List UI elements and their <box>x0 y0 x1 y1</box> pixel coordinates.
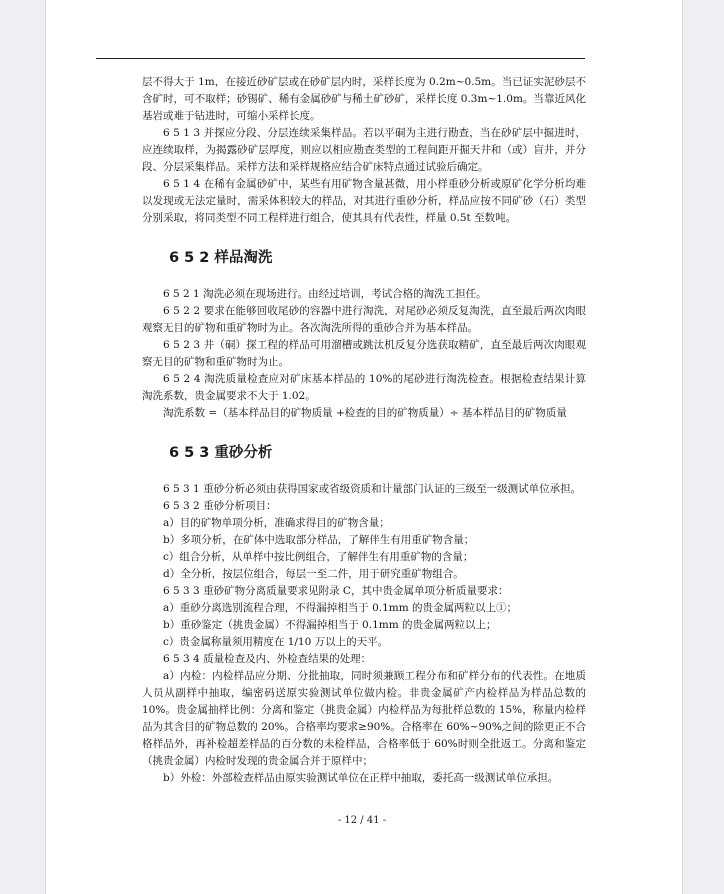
list-item: a）重砂分离选别流程合理，不得漏掉相当于 0.1mm 的贵金属两粒以上①； <box>163 602 518 614</box>
list-item: c）组合分析，从单样中按比例组合，了解伴生有用重矿物的含量； <box>163 551 474 563</box>
page-content <box>142 74 586 787</box>
list-item: b）多项分析，在矿体中选取部分样品，了解伴生有用重矿物含量； <box>163 534 475 546</box>
paragraph: 6 5 2 4 淘洗质量检查应对矿床基本样品的 10%的尾砂进行淘洗检查。根据检查结果计算淘洗系数，贵金属要求不大于 1.02。 <box>142 373 586 402</box>
list-item: a）内检：内检样品应分期、分批抽取，同时须兼顾工程分布和矿样分布的代表性。在地质人员从副样中抽取，编密码送原实验测试单位做内检。非贵金属矿产内检样品为样品总数的 10%。贵金属抽样比例：分离和鉴定（挑贵金属）内检样品为每批样总数的 15%，称量内检样品为其含目的矿物总数的 20%。合格率均要求≥90%。合格率在 60%~90%之间的除更正不合格样品外，再补检超差样品的百分数的未检样品，合格率低于 60%时则全批返工。分离和鉴定（挑贵金属）内检时发现的贵金属合并于原样中； <box>142 670 586 767</box>
list-item: c）贵金属称量须用精度在 1/10 万以上的天平。 <box>163 636 389 648</box>
list-item: b）外检：外部检查样品由原实验测试单位在正样中抽取，委托高一级测试单位承担。 <box>163 772 559 784</box>
paragraph: 6 5 1 3 并探应分段、分层连续采集样品。若以平硐为主进行勘查，当在砂矿层中掘进时，应连续取样，为揭露砂矿层厚度，则应以相应勘查类型的工程间距开掘天井和（或）盲井，并分段、分层采集样品。采样方法和采样规格应结合矿床特点通过试验后确定。 <box>142 127 586 173</box>
paragraph: 6 5 3 1 重砂分析必须由获得国家或省级资质和计量部门认证的三级至一级测试单位承担。 <box>163 483 582 495</box>
paragraph: 6 5 3 3 重砂矿物分离质量要求见附录 C，其中贵金属单项分析质量要求： <box>163 585 509 597</box>
section-heading-653: 6 5 3 重砂分析 <box>169 445 273 461</box>
paragraph: 6 5 1 4 在稀有金属砂矿中，某些有用矿物含量甚微，用小样重砂分析或原矿化学分析均难以发现或无法定量时，需采体积较大的样品，对其进行重砂分析，样品应按不同矿砂（石）类型分别采取，将同类型不同工程样进行组合，使其具有代表性，样量 0.5t 至数吨。 <box>142 178 586 224</box>
formula-text: 淘洗系数 =（基本样品目的矿物质量 +检查的目的矿物质量）÷ 基本样品目的矿物质量 <box>163 407 567 419</box>
paragraph: 层不得大于 1m，在接近砂矿层或在砂矿层内时，采样长度为 0.2m~0.5m。当已证实泥砂层不含矿时，可不取样；砂锡矿、稀有金属砂矿与稀土矿砂矿，采样长度 0.3m~1.0m。当靠近风化基岩或难于钻进时，可缩小采样长度。 <box>142 76 586 122</box>
list-item: b）重砂鉴定（挑贵金属）不得漏掉相当于 0.1mm 的贵金属两粒以上； <box>163 619 497 631</box>
paragraph: 6 5 2 2 要求在能够回收尾砂的容器中进行淘洗，对尾砂必须反复淘洗，直至最后两次肉眼观察无目的矿物和重矿物时为止。各次淘洗所得的重砂合并为基本样品。 <box>142 305 586 334</box>
header-rule <box>96 58 585 59</box>
paragraph: 6 5 3 4 质量检查及内、外检查结果的处理： <box>163 653 372 665</box>
section-heading-652: 6 5 2 样品淘洗 <box>169 250 273 266</box>
list-item: a）目的矿物单项分析，准确求得目的矿物含量； <box>163 517 390 529</box>
paragraph: 6 5 2 1 淘洗必须在现场进行。由经过培训，考试合格的淘洗工担任。 <box>163 288 487 300</box>
paragraph: 6 5 2 3 井（硐）探工程的样品可用溜槽或跳汰机反复分选获取精矿，直至最后两次肉眼观察无目的矿物和重矿物时为止。 <box>142 339 586 368</box>
paragraph: 6 5 3 2 重砂分析项目： <box>163 500 277 512</box>
list-item: d）全分析，按层位组合，每层一至二件，用于研究重矿物组合。 <box>163 568 464 580</box>
page-number: - 12 / 41 - <box>337 815 387 826</box>
